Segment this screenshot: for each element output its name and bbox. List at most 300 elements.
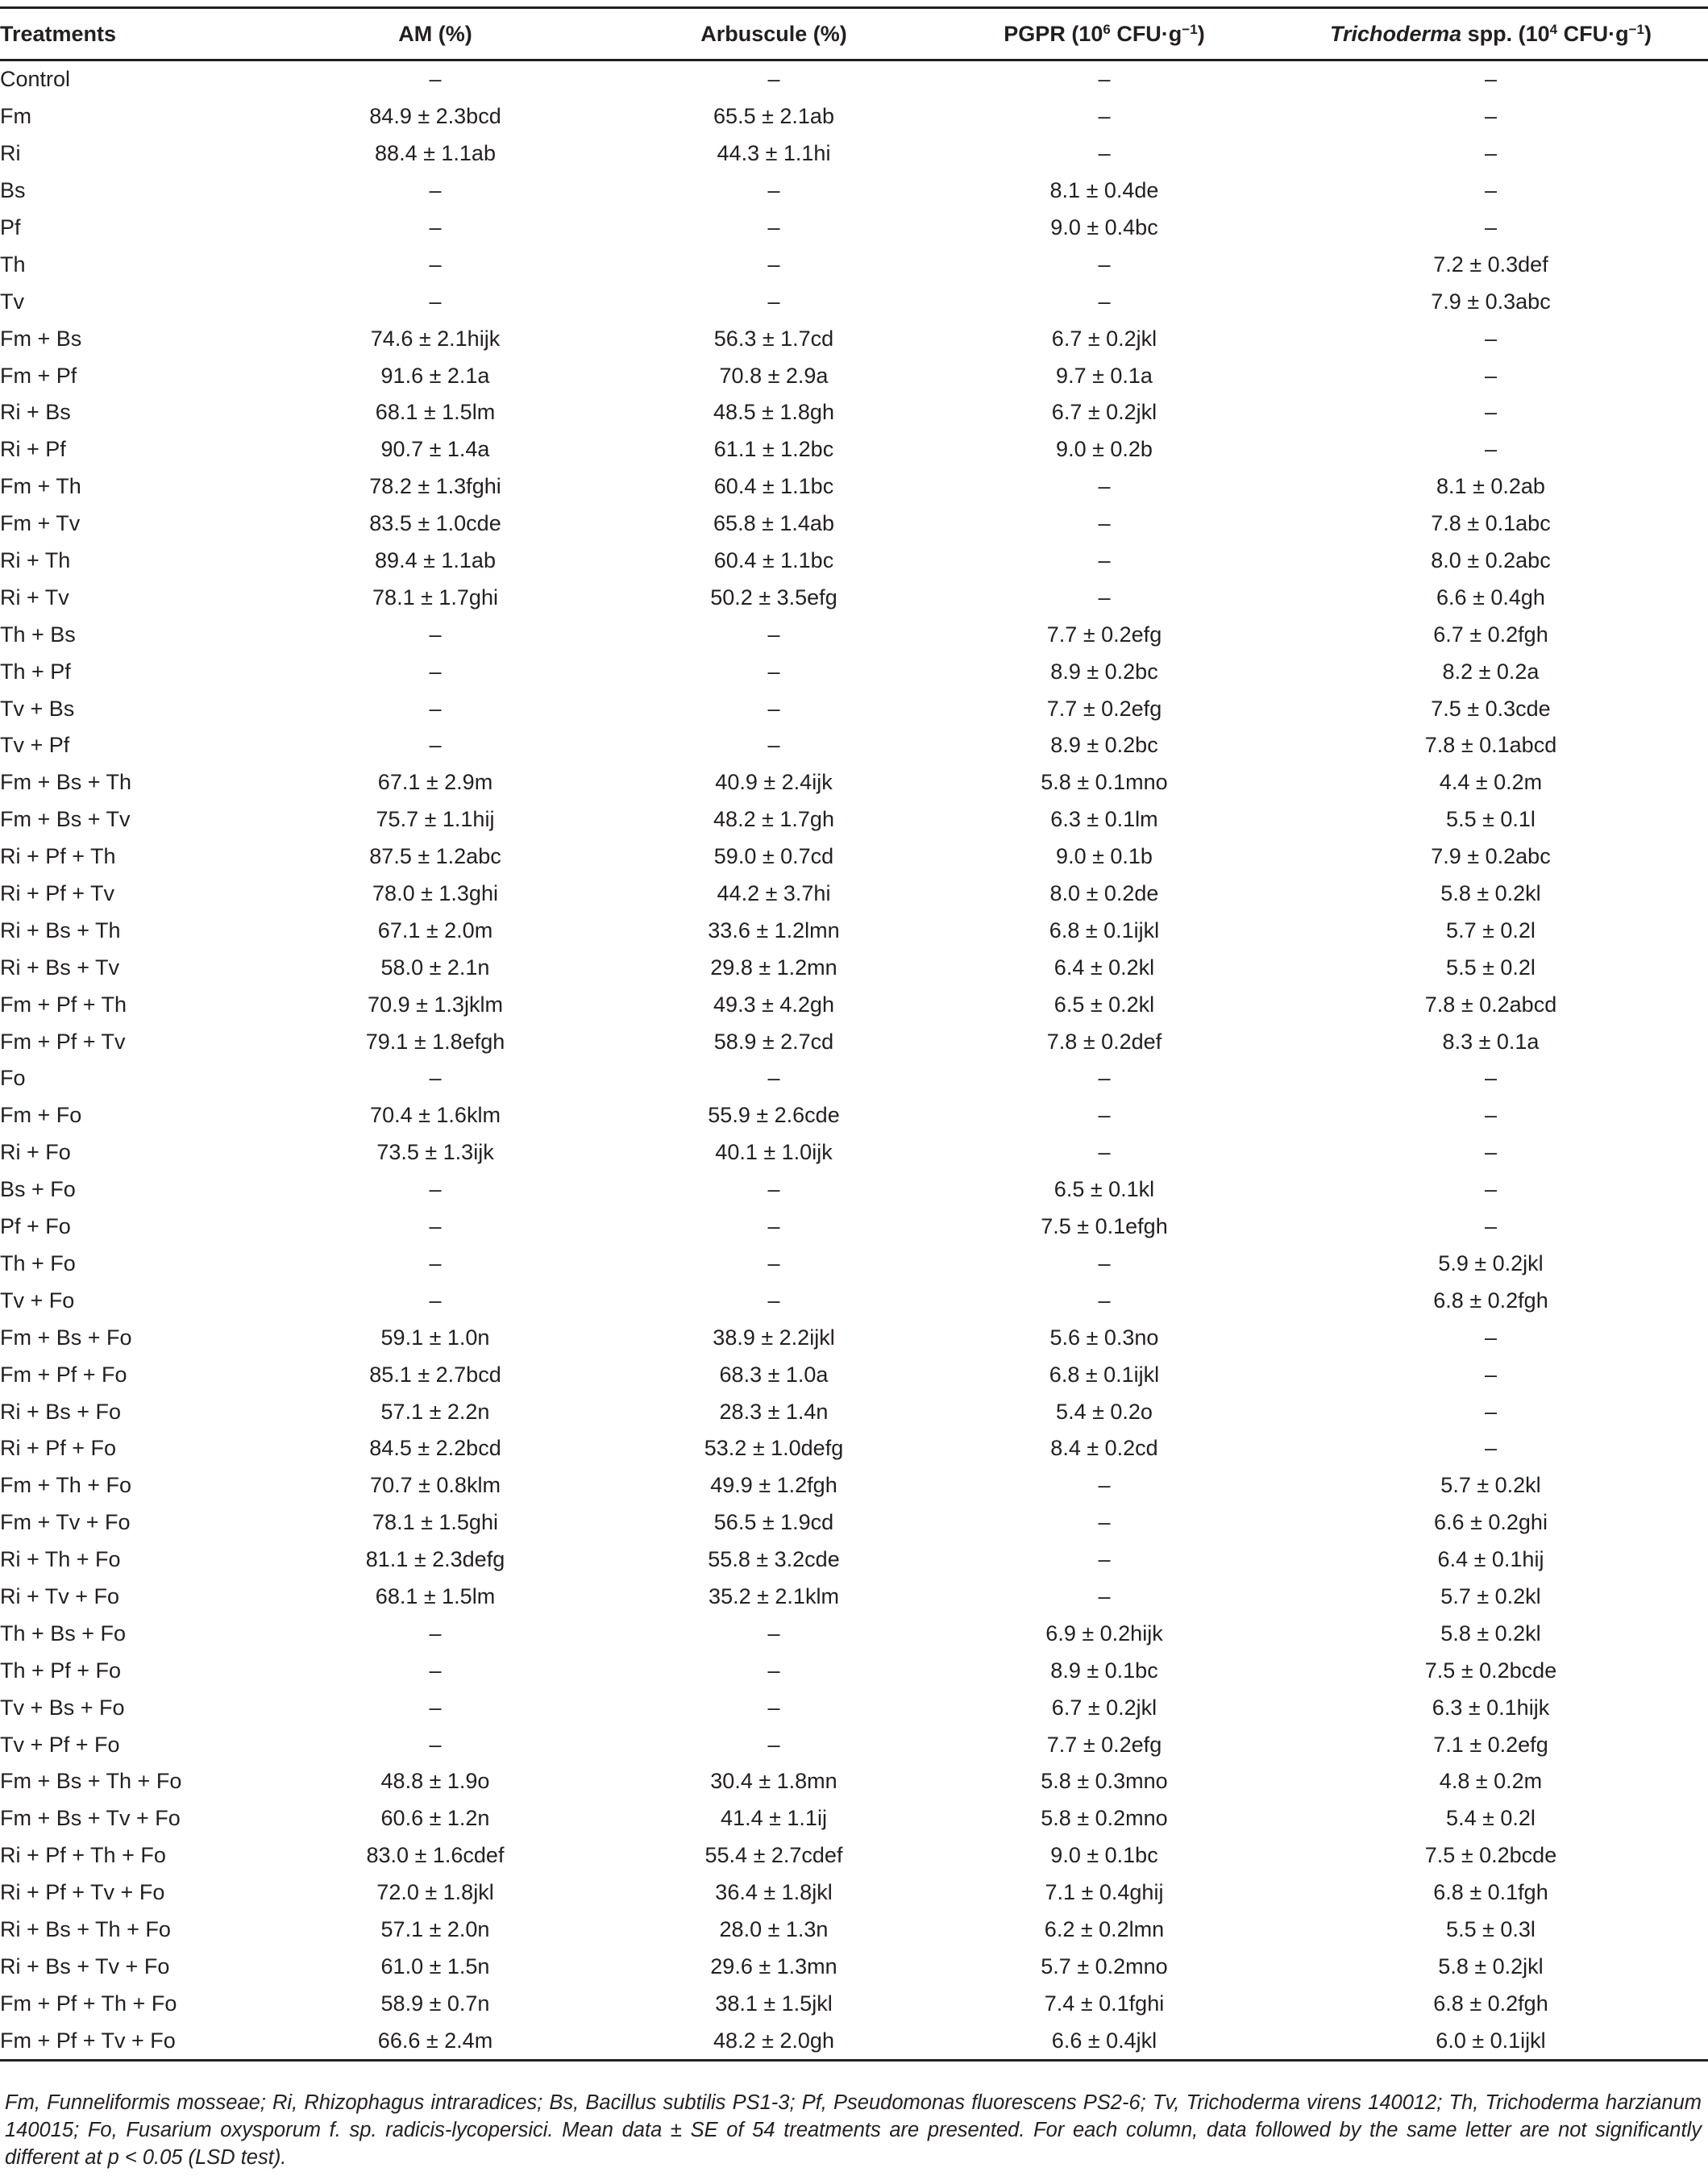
cell-arbuscule: – <box>767 733 780 758</box>
table-row <box>0 1912 1708 1949</box>
cell-arbuscule: 55.9 ± 2.6cde <box>708 1103 840 1128</box>
cell-am: 70.9 ± 1.3jklm <box>368 992 503 1017</box>
table-row <box>0 543 1708 580</box>
cell-arbuscule: 38.9 ± 2.2ijkl <box>713 1325 835 1350</box>
cell-trichoderma: 7.5 ± 0.2bcde <box>1424 1658 1557 1683</box>
cell-arbuscule: 48.2 ± 2.0gh <box>713 2028 834 2053</box>
table-header <box>0 8 1708 60</box>
cell-am: 81.1 ± 2.3defg <box>365 1547 505 1572</box>
cell-treatment: Ri + Tv + Fo <box>0 1583 120 1608</box>
cell-pgpr: 6.7 ± 0.2jkl <box>1051 400 1157 425</box>
cell-am: 74.6 ± 2.1hijk <box>370 326 501 351</box>
cell-arbuscule: – <box>767 252 780 277</box>
cell-treatment: Ri + Pf + Fo <box>0 1436 117 1461</box>
cell-am: – <box>429 733 442 758</box>
cell-arbuscule: 55.4 ± 2.7cdef <box>704 1843 843 1868</box>
cell-trichoderma: – <box>1484 141 1498 166</box>
cell-trichoderma: 5.4 ± 0.2l <box>1446 1806 1536 1831</box>
cell-arbuscule: 50.2 ± 3.5efg <box>710 585 837 610</box>
cell-treatment: Ri + Pf + Tv + Fo <box>0 1880 165 1905</box>
cell-trichoderma: – <box>1484 363 1498 388</box>
cell-trichoderma: 6.4 ± 0.1hij <box>1437 1547 1544 1572</box>
cell-arbuscule: 38.1 ± 1.5jkl <box>715 1991 833 2016</box>
cell-treatment: Th + Pf <box>0 659 71 684</box>
cell-pgpr: – <box>1098 1510 1111 1535</box>
cell-treatment: Tv + Fo <box>0 1288 75 1313</box>
header-row <box>0 8 1708 60</box>
cell-pgpr: – <box>1098 474 1111 499</box>
cell-trichoderma: – <box>1484 400 1498 425</box>
cell-trichoderma: – <box>1484 1436 1498 1461</box>
cell-am: 67.1 ± 2.0m <box>377 917 493 942</box>
table-row <box>0 1689 1708 1726</box>
table-row <box>0 283 1708 320</box>
cell-am: 83.5 ± 1.0cde <box>369 511 501 536</box>
cell-trichoderma: 5.5 ± 0.3l <box>1446 1916 1536 1941</box>
cell-am: – <box>429 178 442 203</box>
table-row <box>0 506 1708 543</box>
cell-pgpr: – <box>1098 1140 1111 1165</box>
cell-pgpr: – <box>1098 1583 1111 1608</box>
header-am: AM (%) <box>398 21 472 46</box>
table-row <box>0 1837 1708 1874</box>
cell-am: 68.1 ± 1.5lm <box>375 1583 496 1608</box>
cell-arbuscule: – <box>767 1658 780 1683</box>
cell-am: 70.7 ± 0.8klm <box>370 1473 501 1498</box>
cell-arbuscule: 48.2 ± 1.7gh <box>713 807 834 832</box>
header-trichoderma <box>1274 8 1708 60</box>
cell-pgpr: 5.8 ± 0.3mno <box>1041 1769 1168 1794</box>
cell-pgpr: 9.7 ± 0.1a <box>1056 363 1153 388</box>
cell-pgpr: 9.0 ± 0.4bc <box>1050 215 1158 239</box>
cell-treatment: Fm + Pf + Tv + Fo <box>0 2028 176 2053</box>
table-row <box>0 468 1708 506</box>
table-row <box>0 431 1708 468</box>
trichoderma-exponent: 4 <box>1549 21 1558 37</box>
cell-am: 87.5 ± 1.2abc <box>369 844 501 869</box>
cell-trichoderma: 6.7 ± 0.2fgh <box>1433 622 1548 647</box>
cell-arbuscule: – <box>767 67 780 92</box>
cell-arbuscule: 53.2 ± 1.0defg <box>704 1436 844 1461</box>
cell-treatment: Ri + Bs + Th + Fo <box>0 1916 171 1941</box>
cell-am: – <box>429 1177 442 1202</box>
cell-treatment: Ri + Pf + Th <box>0 844 116 869</box>
cell-pgpr: – <box>1098 1250 1111 1275</box>
cell-am: – <box>429 1214 442 1239</box>
cell-treatment: Fm + Fo <box>0 1103 82 1128</box>
cell-arbuscule: – <box>767 1621 780 1646</box>
cell-am: 88.4 ± 1.1ab <box>375 141 496 166</box>
cell-am: – <box>429 1732 442 1757</box>
cell-pgpr: 5.8 ± 0.1mno <box>1041 770 1168 795</box>
cell-treatment: Pf <box>0 215 21 239</box>
pgpr-unit: CFU·g <box>1110 21 1182 46</box>
cell-pgpr: 7.7 ± 0.2efg <box>1046 1732 1162 1757</box>
cell-pgpr: – <box>1098 1288 1111 1313</box>
cell-treatment: Fm + Tv <box>0 511 81 536</box>
table-row <box>0 1356 1708 1393</box>
cell-am: – <box>429 1621 442 1646</box>
cell-treatment: Fm + Tv + Fo <box>0 1510 131 1535</box>
cell-treatment: Bs <box>0 178 26 203</box>
cell-treatment: Tv + Pf + Fo <box>0 1732 120 1757</box>
cell-am: 48.8 ± 1.9o <box>380 1769 490 1794</box>
cell-arbuscule: 35.2 ± 2.1klm <box>709 1583 839 1608</box>
cell-arbuscule: – <box>767 1066 780 1091</box>
cell-treatment: Th + Pf + Fo <box>0 1658 122 1683</box>
table-row <box>0 60 1708 98</box>
cell-treatment: Tv + Bs + Fo <box>0 1695 125 1720</box>
cell-treatment: Fm + Bs + Th <box>0 770 132 795</box>
cell-pgpr: 6.9 ± 0.2hijk <box>1045 1621 1163 1646</box>
cell-arbuscule: 33.6 ± 1.2lmn <box>708 917 840 942</box>
cell-trichoderma: 7.8 ± 0.2abcd <box>1424 992 1557 1017</box>
cell-pgpr: 6.5 ± 0.1kl <box>1053 1177 1155 1202</box>
cell-treatment: Ri + Th <box>0 548 71 573</box>
table-row <box>0 1282 1708 1319</box>
cell-pgpr: 7.7 ± 0.2efg <box>1046 696 1162 721</box>
cell-arbuscule: 61.1 ± 1.2bc <box>713 437 834 462</box>
table-row <box>0 246 1708 283</box>
cell-trichoderma: – <box>1484 1103 1498 1128</box>
cell-pgpr: – <box>1098 141 1111 166</box>
cell-treatment: Th <box>0 252 26 277</box>
cell-am: – <box>429 289 442 314</box>
cell-arbuscule: – <box>767 659 780 684</box>
table-row <box>0 135 1708 173</box>
cell-trichoderma: 5.7 ± 0.2kl <box>1440 1473 1541 1498</box>
trichoderma-unit-exponent: −1 <box>1628 21 1644 37</box>
cell-treatment: Fm + Pf <box>0 363 77 388</box>
cell-am: 85.1 ± 2.7bcd <box>369 1362 501 1387</box>
cell-trichoderma: 5.5 ± 0.1l <box>1446 807 1536 832</box>
cell-treatment: Ri <box>0 141 21 166</box>
cell-treatment: Tv <box>0 289 24 314</box>
cell-treatment: Fm + Pf + Th + Fo <box>0 1991 177 2016</box>
cell-pgpr: 7.1 ± 0.4ghij <box>1045 1880 1164 1905</box>
cell-trichoderma: 7.5 ± 0.2bcde <box>1424 1843 1557 1868</box>
cell-pgpr: 5.8 ± 0.2mno <box>1041 1806 1168 1831</box>
table-row <box>0 653 1708 690</box>
table-row <box>0 1948 1708 1985</box>
cell-pgpr: – <box>1098 1103 1111 1128</box>
table-row <box>0 616 1708 653</box>
cell-pgpr: – <box>1098 548 1111 573</box>
table-row <box>0 1542 1708 1579</box>
cell-arbuscule: – <box>767 1695 780 1720</box>
table-row <box>0 1171 1708 1209</box>
table-row <box>0 1652 1708 1689</box>
cell-pgpr: – <box>1098 104 1111 129</box>
cell-arbuscule: 28.3 ± 1.4n <box>719 1399 829 1424</box>
cell-am: 57.1 ± 2.0n <box>380 1916 490 1941</box>
cell-arbuscule: 58.9 ± 2.7cd <box>713 1029 834 1054</box>
trichoderma-close: ) <box>1644 21 1652 46</box>
table-row <box>0 1430 1708 1467</box>
cell-treatment: Ri + Bs + Th <box>0 917 121 942</box>
cell-trichoderma: 6.3 ± 0.1hijk <box>1432 1695 1550 1720</box>
cell-pgpr: – <box>1098 1473 1111 1498</box>
cell-treatment: Ri + Fo <box>0 1140 71 1165</box>
cell-am: 60.6 ± 1.2n <box>380 1806 490 1831</box>
cell-treatment: Control <box>0 67 71 92</box>
cell-treatment: Fo <box>0 1066 26 1091</box>
table-row <box>0 1726 1708 1763</box>
cell-trichoderma: – <box>1484 1177 1498 1202</box>
table-body <box>0 60 1708 2061</box>
table-row <box>0 1579 1708 1616</box>
table-row <box>0 357 1708 394</box>
trichoderma-prefix: spp. (10 <box>1461 21 1550 46</box>
cell-am: 67.1 ± 2.9m <box>377 770 493 795</box>
cell-trichoderma: 7.8 ± 0.1abcd <box>1424 733 1557 758</box>
cell-arbuscule: 30.4 ± 1.8mn <box>710 1769 837 1794</box>
cell-pgpr: 7.8 ± 0.2def <box>1046 1029 1162 1054</box>
cell-trichoderma: 7.9 ± 0.2abc <box>1431 844 1551 869</box>
cell-pgpr: 6.7 ± 0.2jkl <box>1051 1695 1157 1720</box>
cell-treatment: Th + Fo <box>0 1250 76 1275</box>
cell-trichoderma: 7.9 ± 0.3abc <box>1431 289 1551 314</box>
cell-pgpr: 6.6 ± 0.4jkl <box>1051 2028 1157 2053</box>
cell-am: – <box>429 1658 442 1683</box>
cell-treatment: Ri + Bs + Tv + Fo <box>0 1953 170 1978</box>
table-row <box>0 2022 1708 2060</box>
table-row <box>0 764 1708 801</box>
cell-pgpr: – <box>1098 252 1111 277</box>
cell-trichoderma: – <box>1484 1140 1498 1165</box>
cell-pgpr: 9.0 ± 0.2b <box>1056 437 1153 462</box>
cell-pgpr: 8.9 ± 0.2bc <box>1050 733 1158 758</box>
cell-pgpr: 7.4 ± 0.1fghi <box>1044 1991 1165 2016</box>
cell-trichoderma: – <box>1484 1214 1498 1239</box>
cell-am: – <box>429 696 442 721</box>
table-row <box>0 320 1708 357</box>
cell-pgpr: 6.5 ± 0.2kl <box>1053 992 1155 1017</box>
table-row <box>0 1097 1708 1134</box>
cell-arbuscule: 65.5 ± 2.1ab <box>713 104 834 129</box>
cell-pgpr: 9.0 ± 0.1bc <box>1050 1843 1158 1868</box>
table-row <box>0 912 1708 949</box>
table-row <box>0 1467 1708 1504</box>
cell-pgpr: 5.4 ± 0.2o <box>1056 1399 1153 1424</box>
cell-am: 84.5 ± 2.2bcd <box>369 1436 501 1461</box>
cell-pgpr: – <box>1098 289 1111 314</box>
cell-pgpr: 6.7 ± 0.2jkl <box>1051 326 1157 351</box>
cell-arbuscule: – <box>767 289 780 314</box>
cell-treatment: Fm + Bs <box>0 326 82 351</box>
cell-trichoderma: 5.8 ± 0.2kl <box>1440 1621 1541 1646</box>
cell-treatment: Ri + Bs <box>0 400 71 425</box>
cell-am: – <box>429 252 442 277</box>
cell-arbuscule: 49.9 ± 1.2fgh <box>710 1473 837 1498</box>
cell-arbuscule: – <box>767 1250 780 1275</box>
cell-am: – <box>429 1250 442 1275</box>
cell-arbuscule: 44.2 ± 3.7hi <box>717 881 831 906</box>
cell-trichoderma: 5.7 ± 0.2l <box>1446 917 1536 942</box>
cell-treatment: Ri + Pf + Th + Fo <box>0 1843 166 1868</box>
cell-trichoderma: 8.0 ± 0.2abc <box>1431 548 1551 573</box>
cell-pgpr: 6.2 ± 0.2lmn <box>1044 1916 1165 1941</box>
cell-pgpr: 6.3 ± 0.1lm <box>1050 807 1158 832</box>
cell-am: 78.0 ± 1.3ghi <box>372 881 498 906</box>
cell-arbuscule: 48.5 ± 1.8gh <box>713 400 834 425</box>
table-row <box>0 690 1708 727</box>
cell-pgpr: 8.0 ± 0.2de <box>1049 881 1159 906</box>
cell-arbuscule: 60.4 ± 1.1bc <box>713 548 834 573</box>
cell-am: 59.1 ± 1.0n <box>380 1325 490 1350</box>
table-row <box>0 727 1708 764</box>
cell-am: – <box>429 659 442 684</box>
cell-pgpr: – <box>1098 1066 1111 1091</box>
table-row <box>0 1319 1708 1356</box>
cell-am: 75.7 ± 1.1hij <box>376 807 495 832</box>
cell-treatment: Ri + Bs + Tv <box>0 955 120 980</box>
table-row <box>0 949 1708 986</box>
cell-trichoderma: 6.0 ± 0.1ijkl <box>1436 2028 1546 2053</box>
table-row <box>0 986 1708 1023</box>
cell-am: 89.4 ± 1.1ab <box>375 548 496 573</box>
table-row <box>0 1504 1708 1542</box>
table-row <box>0 173 1708 210</box>
cell-am: – <box>429 67 442 92</box>
table-row <box>0 1209 1708 1246</box>
cell-trichoderma: – <box>1484 67 1498 92</box>
cell-trichoderma: – <box>1484 215 1498 239</box>
cell-treatment: Fm + Pf + Tv <box>0 1029 126 1054</box>
table-row <box>0 1985 1708 2022</box>
cell-am: 72.0 ± 1.8jkl <box>376 1880 494 1905</box>
table-row <box>0 801 1708 838</box>
cell-trichoderma: 6.6 ± 0.4gh <box>1436 585 1545 610</box>
header-pgpr <box>935 8 1274 60</box>
cell-am: 57.1 ± 2.2n <box>380 1399 490 1424</box>
pgpr-unit-exponent: −1 <box>1182 21 1198 37</box>
cell-trichoderma: 7.2 ± 0.3def <box>1433 252 1548 277</box>
cell-am: 91.6 ± 2.1a <box>380 363 490 388</box>
cell-arbuscule: – <box>767 1288 780 1313</box>
cell-pgpr: 7.5 ± 0.1efgh <box>1041 1214 1168 1239</box>
cell-arbuscule: – <box>767 622 780 647</box>
cell-arbuscule: – <box>767 1214 780 1239</box>
table-row <box>0 1393 1708 1430</box>
cell-arbuscule: 65.8 ± 1.4ab <box>713 511 834 536</box>
cell-arbuscule: 70.8 ± 2.9a <box>719 363 829 388</box>
cell-pgpr: – <box>1098 67 1111 92</box>
cell-am: 73.5 ± 1.3ijk <box>376 1140 494 1165</box>
cell-trichoderma: 7.8 ± 0.1abc <box>1431 511 1551 536</box>
results-table <box>0 6 1708 2062</box>
table-row <box>0 1874 1708 1912</box>
cell-trichoderma: 4.8 ± 0.2m <box>1439 1769 1543 1794</box>
cell-trichoderma: 4.4 ± 0.2m <box>1439 770 1543 795</box>
cell-am: – <box>429 1066 442 1091</box>
cell-treatment: Fm + Pf + Fo <box>0 1362 127 1387</box>
cell-arbuscule: – <box>767 696 780 721</box>
cell-trichoderma: – <box>1484 1325 1498 1350</box>
cell-arbuscule: – <box>767 1177 780 1202</box>
cell-am: 68.1 ± 1.5lm <box>375 400 496 425</box>
cell-treatment: Bs + Fo <box>0 1177 76 1202</box>
trichoderma-genus: Trichoderma <box>1330 21 1462 46</box>
table-row <box>0 1134 1708 1171</box>
cell-pgpr: 6.8 ± 0.1ijkl <box>1049 917 1160 942</box>
cell-pgpr: 5.7 ± 0.2mno <box>1041 1953 1168 1978</box>
table-row <box>0 838 1708 876</box>
cell-treatment: Fm + Bs + Th + Fo <box>0 1769 182 1794</box>
cell-arbuscule: 40.9 ± 2.4ijk <box>715 770 833 795</box>
cell-trichoderma: 5.9 ± 0.2jkl <box>1438 1250 1544 1275</box>
cell-am: 61.0 ± 1.5n <box>380 1953 490 1978</box>
cell-treatment: Tv + Pf <box>0 733 70 758</box>
cell-am: 78.1 ± 1.7ghi <box>372 585 498 610</box>
cell-trichoderma: 8.3 ± 0.1a <box>1442 1029 1540 1054</box>
table-row <box>0 1800 1708 1837</box>
cell-am: 90.7 ± 1.4a <box>380 437 490 462</box>
cell-trichoderma: – <box>1484 437 1498 462</box>
cell-pgpr: – <box>1098 511 1111 536</box>
table-row <box>0 876 1708 913</box>
cell-am: 79.1 ± 1.8efgh <box>365 1029 505 1054</box>
cell-trichoderma: 5.5 ± 0.2l <box>1446 955 1536 980</box>
cell-treatment: Ri + Bs + Fo <box>0 1399 122 1424</box>
cell-am: 66.6 ± 2.4m <box>377 2028 493 2053</box>
cell-treatment: Fm + Bs + Tv <box>0 807 131 832</box>
cell-pgpr: 8.9 ± 0.2bc <box>1050 659 1158 684</box>
cell-treatment: Fm + Pf + Th <box>0 992 127 1017</box>
cell-treatment: Fm + Bs + Fo <box>0 1325 132 1350</box>
table-row <box>0 1763 1708 1800</box>
cell-trichoderma: – <box>1484 104 1498 129</box>
table-row <box>0 394 1708 431</box>
cell-trichoderma: 6.8 ± 0.2fgh <box>1433 1991 1548 2016</box>
cell-arbuscule: 68.3 ± 1.0a <box>719 1362 829 1387</box>
cell-trichoderma: 7.1 ± 0.2efg <box>1433 1732 1548 1757</box>
cell-trichoderma: 5.8 ± 0.2kl <box>1440 881 1541 906</box>
cell-arbuscule: 40.1 ± 1.0ijk <box>715 1140 833 1165</box>
cell-arbuscule: – <box>767 215 780 239</box>
cell-trichoderma: – <box>1484 178 1498 203</box>
cell-am: 78.2 ± 1.3fghi <box>369 474 501 499</box>
cell-pgpr: 6.4 ± 0.2kl <box>1053 955 1155 980</box>
cell-am: 58.9 ± 0.7n <box>380 1991 490 2016</box>
table-row <box>0 98 1708 135</box>
cell-am: – <box>429 622 442 647</box>
cell-trichoderma: – <box>1484 1066 1498 1091</box>
cell-arbuscule: 28.0 ± 1.3n <box>719 1916 829 1941</box>
pgpr-exponent: 6 <box>1103 21 1111 37</box>
cell-trichoderma: 7.5 ± 0.3cde <box>1431 696 1551 721</box>
cell-treatment: Fm + Th + Fo <box>0 1473 132 1498</box>
table-row <box>0 579 1708 616</box>
cell-pgpr: – <box>1098 1547 1111 1572</box>
cell-am: 58.0 ± 2.1n <box>380 955 490 980</box>
cell-arbuscule: 55.8 ± 3.2cde <box>708 1547 840 1572</box>
cell-treatment: Tv + Bs <box>0 696 75 721</box>
table-row <box>0 1060 1708 1097</box>
cell-treatment: Ri + Tv <box>0 585 69 610</box>
cell-arbuscule: 44.3 ± 1.1hi <box>717 141 831 166</box>
cell-trichoderma: – <box>1484 326 1498 351</box>
cell-trichoderma: 5.8 ± 0.2jkl <box>1438 1953 1544 1978</box>
cell-treatment: Pf + Fo <box>0 1214 71 1239</box>
cell-treatment: Th + Bs <box>0 622 76 647</box>
header-treatments: Treatments <box>0 21 117 46</box>
cell-trichoderma: 6.8 ± 0.2fgh <box>1433 1288 1548 1313</box>
cell-am: 78.1 ± 1.5ghi <box>372 1510 498 1535</box>
cell-trichoderma: – <box>1484 1399 1498 1424</box>
cell-trichoderma: – <box>1484 1362 1498 1387</box>
cell-treatment: Fm + Th <box>0 474 81 499</box>
